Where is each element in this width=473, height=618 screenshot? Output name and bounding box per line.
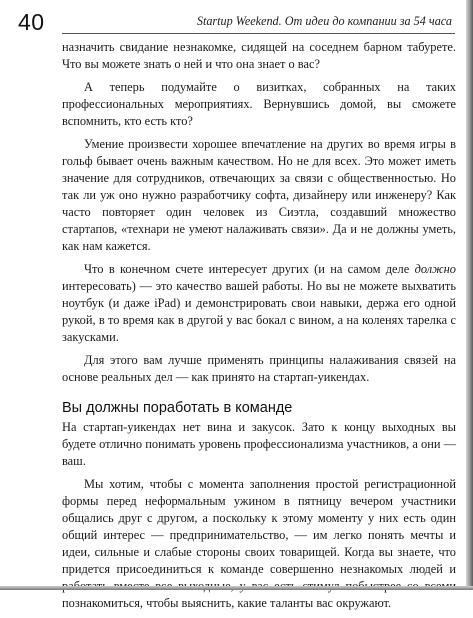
paragraph-registration: Мы хотим, чтобы с момента заполнения простой регистрационной формы перед неформальным ужином в пятницу вечером участники общались друг с другом, а поскольку к этому моменту у них есть один общий интерес — предпринимательство, — им легко понять мечты и идеи, сильные и слабые стороны своих товарищей. Когда вы знаете, что придется присоединиться к команде совершенно незнакомых людей и познакомиться, чтобы выяснить, какие таланты вас окружают.	[62, 477, 456, 610]
paragraph-text: интересовать) — это качество вашей работы. Но вы не можете выхватить ноутбук (и даже iPad) и демонстрировать свои навыки, держа его одной рукой, в то время как в другой у вас бокал с вином, а на коленях тарелка с закусками.	[62, 279, 456, 344]
header-rule	[62, 33, 455, 34]
paragraph-business-cards: А теперь подумайте о визитках, собранных на таких профессиональных мероприятиях. Вернувшись домой, вы сможете вспомнить, кто есть кто?	[62, 80, 456, 128]
emphasis-text: должно	[414, 262, 456, 276]
page-body	[62, 39, 456, 618]
paragraph-continuation: назначить свидание незнакомке, сидящей на соседнем барном табурете. Что вы можете знать о ней и что она знает о вас?	[62, 40, 456, 71]
running-head-title: Startup Weekend. От идеи до компании за 54 часа	[196, 14, 452, 28]
page-number: 40	[18, 9, 45, 35]
paragraph-no-wine: На стартап-уикендах нет вина и закусок. Зато к концу выходных вы будете отлично понимать уровень профессионализма участников, а они — ваш.	[62, 420, 456, 468]
page-edge-right	[466, 0, 473, 590]
paragraph-golf-impression: Умение произвести хорошее впечатление на других во время игры в гольф бывает очень важным качеством. Но не для всех. Это может иметь значение для сотрудников, отвечающих за связи с общественностью. Но так ли уж оно нужно разработчику софта, дизайнеру или инженеру? Как часто повторяет один человек из Сиэтла, создавший множество стартапов, «технари не умеют налаживать связи». Да и не должны уметь, как нам кажется.	[62, 137, 456, 253]
paragraph-work-quality	[62, 261, 456, 346]
section-heading: Вы должны поработать в команде	[62, 400, 293, 416]
paragraph-real-work: Для этого вам лучше применять принципы налаживания связей на основе реальных дел — как принято на стартап-уикендах.	[62, 353, 456, 384]
paragraph-text: Что в конечном счете интересует других (и на самом деле	[84, 262, 415, 276]
page-edge-bottom	[0, 586, 473, 590]
